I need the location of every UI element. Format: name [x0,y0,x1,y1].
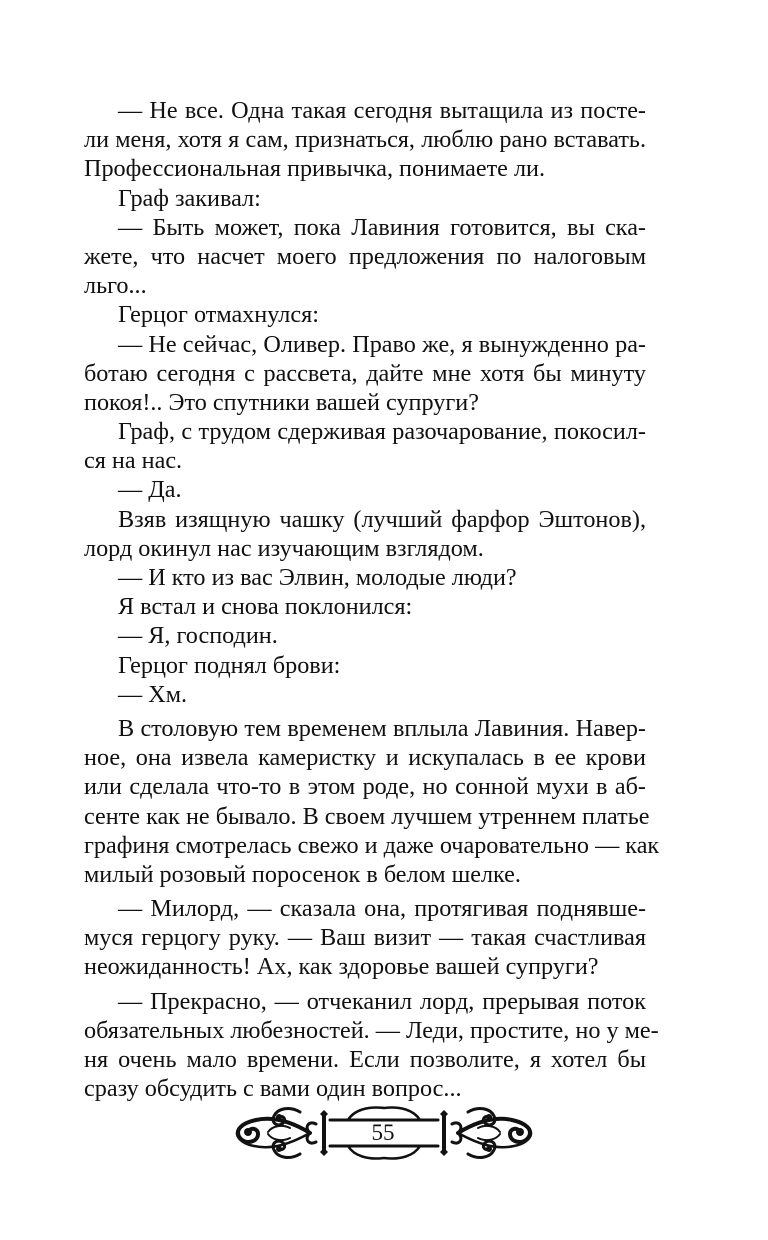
paragraph [84,475,646,504]
text-line: покоя!.. Это спутники вашей супруги? [84,388,479,416]
text-line: сенте как не бывало. В своем лучшем утреннем платье [84,802,650,830]
paragraph [84,894,646,982]
paragraph [84,651,646,680]
paragraph [84,213,646,301]
paragraph [84,505,646,563]
text-line: — Быть может, пока Лавиния готовится, вы ска- [118,213,646,241]
text-line: Профессиональная привычка, понимаете ли. [84,155,546,183]
text-line: Граф закивал: [118,184,261,212]
text-line: Взяв изящную чашку (лучший фарфор Эштонов), [118,505,646,533]
text-line: В столовую тем временем вплыла Лавиния. Навер- [118,714,646,742]
paragraph [84,96,646,184]
text-line: — Милорд, — сказала она, протягивая поднявше- [118,895,646,923]
text-line: лорд окинул нас изучающим взглядом. [84,534,484,562]
paragraph [84,987,659,1104]
paragraph [84,621,646,650]
text-line: графиня смотрелась свежо и даже очаровательно — как [84,831,660,859]
text-line: ное, она извела камеристку и искупалась в ее крови [84,744,646,772]
text-line: — Не сейчас, Оливер. Право же, я вынужденно ра- [118,330,646,358]
text-line: — И кто из вас Элвин, молодые люди? [118,564,517,591]
text-line: — Да. [118,476,182,504]
text-line: Граф, с трудом сдерживая разочарование, покосил- [118,418,646,446]
text-line: милый розовый поросенок в белом шелке. [84,860,521,888]
text-line: ботаю сегодня с рассвета, дайте мне хотя бы минуту [84,359,646,387]
paragraph [84,417,646,475]
text-line: льго... [84,272,147,300]
text-line: неожиданность! Ах, как здоровье вашей супруги? [84,953,599,981]
body-text [84,96,660,1103]
text-line: обязательных любезностей. — Леди, простите, но у ме- [84,1016,659,1044]
paragraph [84,680,646,709]
text-line: — Я, господин. [118,622,278,650]
paragraph [84,563,646,592]
text-line: Герцог отмахнулся: [118,301,319,329]
text-line: или сделала что-то в этом роде, но сонной мухи в аб- [84,773,646,801]
text-line: ли меня, хотя я сам, признаться, люблю рано вставать. [84,126,646,154]
text-line: — Хм. [118,680,188,708]
paragraph [84,184,646,213]
paragraph [84,592,646,621]
text-line: муся герцогу руку. — Ваш визит — такая счастливая [84,924,646,952]
text-line: — Не все. Одна такая сегодня вытащила из посте- [118,97,646,124]
text-line: ся на нас. [84,447,183,475]
text-line: ня очень мало времени. Если позволите, я хотел бы [84,1046,646,1073]
paragraph [84,300,646,329]
page-number: 55 [371,1120,395,1145]
text-line: сразу обсудить с вами один вопрос... [84,1075,462,1103]
text-line: — Прекрасно, — отчеканил лорд, прерывая поток [118,987,646,1015]
paragraph [84,330,646,418]
paragraph [84,714,660,889]
text-line: Герцог поднял брови: [118,651,341,679]
text-line: Я встал и снова поклонился: [118,593,413,621]
text-line: жете, что насчет моего предложения по налоговым [84,242,646,270]
